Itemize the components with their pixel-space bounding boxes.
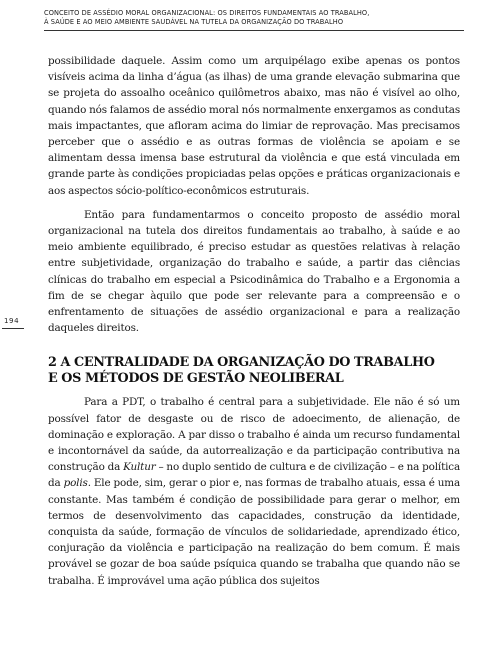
running-header-line-2: À SAÚDE E AO MEIO AMBIENTE SAUDÁVEL NA TUTELA DA ORGANIZAÇÃO DO TRABALHO	[44, 18, 344, 27]
section-heading-line-1: 2 A CENTRALIDADE DA ORGANIZAÇÃO DO TRABALHO	[48, 355, 435, 371]
paragraph-3-text-c: . Ele pode, sim, gerar o pior e, nas formas de trabalho atuais, essa é uma constante. Mas também é condição de possibilidade para gerar o melhor, em termos de desenvolvimento das capacidades, construção da identidade, conquista da saúde, formação de vínculos de solidariedade, aprendizado ético, conjuração da violência e participação na realização do bem comum. É mais provável se gozar de boa saúde psíquica quando se trabalha que quando não se trabalha. É improvável uma ação pública dos sujeitos	[48, 477, 460, 587]
page-number: 194	[4, 317, 20, 325]
paragraph-2: Então para fundamentarmos o conceito proposto de assédio moral organizacional na tutela dos direitos fundamentais ao trabalho, à saúde e ao meio ambiente equilibrado, é preciso estudar as questões relativas à relação entre subjetividade, organização do trabalho e saúde, a partir das ciências clínicas do trabalho em especial a Psicodinâmica do Trabalho e a Ergonomia a fim de se chegar àquilo que pode ser relevante para a compreensão e o enfrentamento de situações de assédio organizacional e para a realização daqueles direitos.	[48, 208, 460, 335]
paragraph-3-text-b: – no duplo sentido de cultura e de civilização – e na política da	[48, 461, 460, 490]
section-heading-line-2: E OS MÉTODOS DE GESTÃO NEOLIBERAL	[48, 371, 344, 387]
page-number-rule	[2, 328, 24, 329]
section-heading	[48, 355, 460, 387]
paragraph-1: possibilidade daquele. Assim como um arquipélago exibe apenas os pontos visíveis acima da linha d’água (as ilhas) de uma grande elevação submarina que se projeta do assoalho oceânico quilômetros abaixo, mas não é visível ao olho, quando nós falamos de assédio moral nós normalmente enxergamos as condutas mais impactantes, que afloram acima do limiar de reprovação. Mas precisamos perceber que o assédio e as outras formas de violência se apoiam e se alimentam dessa imensa base estrutural da violência e que está vinculada em grande parte às condições propiciadas pelas opções e práticas organizacionais e aos aspectos sócio-político-econômicos estruturais.	[48, 55, 461, 197]
body-text	[48, 53, 460, 589]
paragraph-3	[48, 394, 460, 588]
running-header-line-1: CONCEITO DE ASSÉDIO MORAL ORGANIZACIONAL: OS DIREITOS FUNDAMENTAIS AO TRABALHO,	[44, 9, 370, 17]
header-rule	[44, 30, 464, 31]
paragraph-3-text-a: Para a PDT, o trabalho é central para a subjetividade. Ele não é só um possível fator de desgaste ou de risco de adoecimento, de alienação, de dominação e exploração. A par disso o trabalho é ainda um recurso fundamental e incontornável da saúde, da autorrealização e da participação contributiva na construção da	[48, 396, 460, 474]
running-header	[44, 9, 464, 27]
paragraph-3-italic-kultur: Kultur	[123, 461, 156, 474]
paragraph-3-italic-polis: polis	[63, 477, 88, 490]
